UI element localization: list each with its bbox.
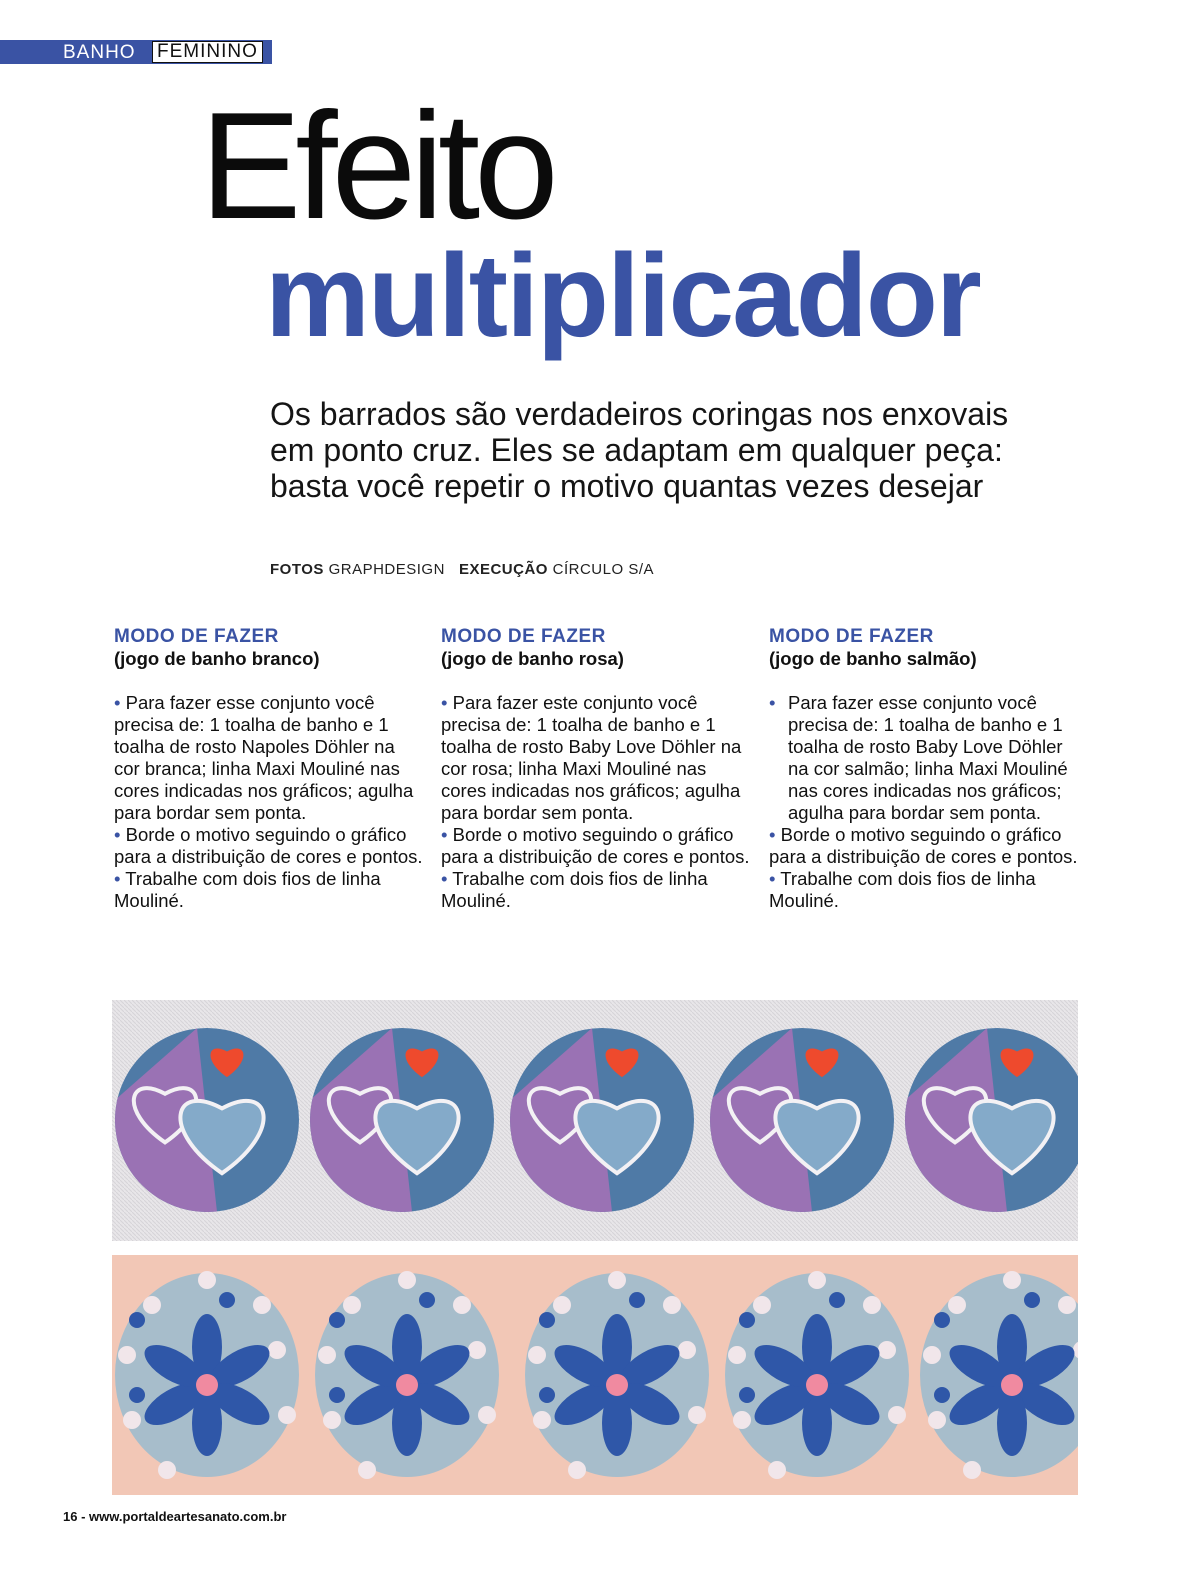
instruction-item: [441, 824, 751, 868]
instruction-text: Trabalhe com dois fios de linha Mouliné.: [114, 868, 381, 911]
flower-motif: [525, 1271, 709, 1479]
instruction-text: Para fazer esse conjunto você precisa de: 1 toalha de banho e 1 toalha de rosto Napoles Döhler na cor branca; linha Maxi Mouliné nas cores indicadas nos gráficos; agulha para bordar sem ponta.: [114, 692, 414, 823]
page-footer: 16 - www.portaldeartesanato.com.br: [63, 1509, 287, 1524]
instruction-text: Para fazer esse conjunto você precisa de: 1 toalha de banho e 1 toalha de rosto Baby Love Döhler na cor salmão; linha Maxi Mouliné nas cores indicadas nos gráficos; agulha para bordar sem ponta.: [788, 692, 1068, 823]
instruction-item: [441, 868, 751, 912]
instruction-text: Borde o motivo seguindo o gráfico para a distribuição de cores e pontos.: [114, 824, 423, 867]
flower-motif: [725, 1271, 909, 1479]
instruction-item: [769, 824, 1079, 868]
flowers-border-illustration: [112, 1255, 1078, 1495]
credits: [270, 561, 654, 578]
section-tag-feminino: FEMININO: [152, 41, 263, 63]
hearts-border-illustration: [112, 1000, 1078, 1241]
credit-execution-value: CÍRCULO S/A: [552, 561, 654, 578]
column-subheading: (jogo de banho branco): [114, 648, 320, 669]
instruction-item: [769, 692, 1079, 824]
column-subheading: (jogo de banho salmão): [769, 648, 977, 669]
bullet-icon: •: [114, 824, 121, 845]
section-bar: [0, 40, 272, 64]
photo-flowers-border: [112, 1255, 1078, 1495]
flower-motif: [315, 1271, 499, 1479]
instruction-text: Trabalhe com dois fios de linha Mouliné.: [441, 868, 708, 911]
instructions-column-salmon: [769, 626, 1079, 912]
bullet-icon: •: [114, 868, 121, 889]
instruction-text: Para fazer este conjunto você precisa de: 1 toalha de banho e 1 toalha de rosto Baby Love Döhler na cor rosa; linha Maxi Mouliné nas cores indicadas nos gráficos; agulha para bordar sem ponta.: [441, 692, 742, 823]
lede-paragraph: Os barrados são verdadeiros coringas nos enxovais em ponto cruz. Eles se adaptam em qualquer peça: basta você repetir o motivo quantas vezes desejar: [270, 396, 1009, 504]
instruction-text: Borde o motivo seguindo o gráfico para a distribuição de cores e pontos.: [769, 824, 1078, 867]
credit-photos-label: FOTOS: [270, 561, 324, 578]
instruction-item: [114, 692, 424, 824]
section-tag-banho: BANHO: [63, 42, 136, 63]
instructions-column-white: [114, 626, 424, 912]
bullet-icon: •: [441, 692, 448, 713]
bullet-icon: •: [769, 692, 776, 713]
instruction-item: [441, 692, 751, 824]
bullet-icon: •: [114, 692, 121, 713]
instruction-text: Trabalhe com dois fios de linha Mouliné.: [769, 868, 1036, 911]
instructions-column-rose: [441, 626, 751, 912]
instruction-item: [769, 868, 1079, 912]
column-subheading: (jogo de banho rosa): [441, 648, 624, 669]
bullet-icon: •: [441, 868, 448, 889]
title-line-1: Efeito: [200, 81, 553, 251]
credit-execution-label: EXECUÇÃO: [458, 561, 548, 578]
heart-motif: [710, 1028, 894, 1212]
bullet-icon: •: [441, 824, 448, 845]
column-heading: MODO DE FAZER: [441, 626, 606, 647]
bullet-icon: •: [769, 824, 776, 845]
column-heading: MODO DE FAZER: [114, 626, 279, 647]
heart-motif: [510, 1028, 694, 1212]
instruction-item: [114, 824, 424, 868]
heart-motif: [310, 1028, 494, 1212]
credit-photos-value: GRAPHDESIGN: [328, 561, 445, 578]
photo-hearts-border: [112, 1000, 1078, 1241]
instruction-item: [114, 868, 424, 912]
title-line-2: multiplicador: [265, 230, 980, 362]
heart-motif: [115, 1028, 299, 1212]
bullet-icon: •: [769, 868, 776, 889]
flower-motif: [115, 1271, 299, 1479]
column-heading: MODO DE FAZER: [769, 626, 934, 647]
instruction-text: Borde o motivo seguindo o gráfico para a distribuição de cores e pontos.: [441, 824, 750, 867]
